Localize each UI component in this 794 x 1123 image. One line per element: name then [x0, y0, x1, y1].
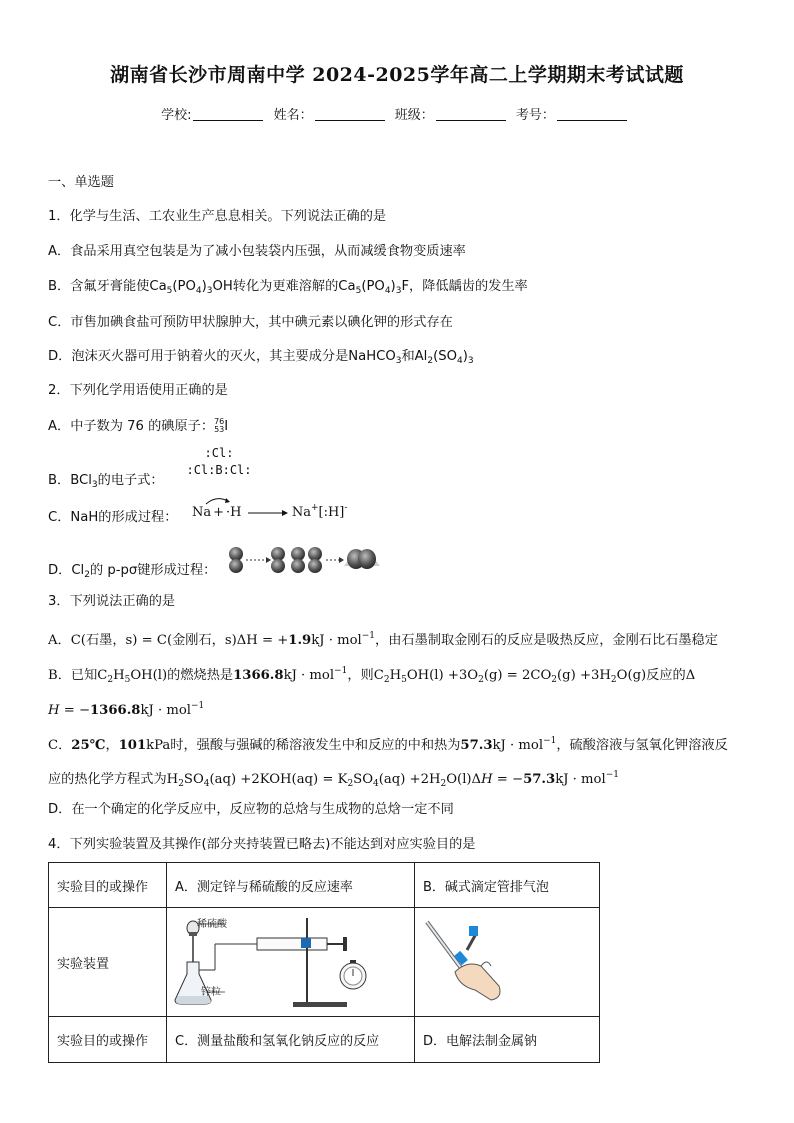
field-id-label: 考号： — [515, 108, 555, 123]
q3-option-c-line2: 应的热化学方程式为$H_2SO_4(aq) +2KOH(aq) = K_2SO_4(aq) +2H_2O(l)\Delta H = -57.3kJ \cdot mol^{-1}$ — [48, 770, 619, 789]
table-cell-header: 实验目的或操作 — [49, 863, 167, 908]
table-cell-option-d: D．电解法制金属钠 — [415, 1017, 600, 1063]
q2-stem: 2．下列化学用语使用正确的是 — [48, 383, 228, 398]
field-school-blank[interactable] — [193, 108, 263, 121]
bcl3-lewis-structure: :Cl: :Cl:B:Cl: — [186, 446, 252, 477]
experiment-table — [48, 862, 600, 1063]
section-heading: 一、单选题 — [48, 175, 114, 190]
q1-option-b: B．含氟牙膏能使$Ca_5(PO_4)_3OH$转化为更难溶解的$Ca_5(PO_4)_3F$，降低龋齿的发生率 — [48, 279, 528, 296]
p-p-sigma-bond-orbital-diagram — [226, 546, 382, 574]
student-info — [0, 104, 794, 123]
field-id-blank[interactable] — [557, 108, 627, 121]
q3-option-b-line2: H = −1366.8kJ · mol$^{-1}$ — [48, 701, 205, 718]
table-cell-option-b: B．碱式滴定管排气泡 — [415, 863, 600, 908]
table-row — [49, 863, 600, 908]
q2-option-b: B．BCl$_3$的电子式： — [48, 473, 164, 490]
table-cell-option-a: A．测定锌与稀硫酸的反应速率 — [167, 863, 415, 908]
table-cell-apparatus-b — [415, 908, 600, 1017]
field-class-blank[interactable] — [436, 108, 506, 121]
table-row — [49, 1017, 600, 1063]
exam-title: 湖南省长沙市周南中学 2024-2025学年高二上学期期末考试试题 — [110, 64, 684, 86]
q1-option-a: A．食品采用真空包装是为了减小包装袋内压强，从而减缓食物变质速率 — [48, 244, 466, 259]
q1-option-c: C．市售加碘食盐可预防甲状腺肿大，其中碘元素以碘化钾的形式存在 — [48, 315, 453, 330]
nah-formation-scheme: Na + ·H Na+[:H]- — [192, 503, 347, 520]
label-zinc-granules: 锌粒 — [201, 987, 221, 998]
q2-option-d: D．$Cl_2$的 p-pσ键形成过程： — [48, 563, 217, 580]
field-class-label: 班级： — [394, 108, 434, 123]
q3-option-d: D．在一个确定的化学反应中，反应物的总焓与生成物的总焓一定不同 — [48, 802, 454, 817]
q1-stem: 1．化学与生活、工农业生产息息相关。下列说法正确的是 — [48, 209, 387, 224]
q3-stem: 3．下列说法正确的是 — [48, 594, 176, 609]
zinc-acid-rate-apparatus-illustration — [167, 908, 414, 1012]
table-cell-apparatus-a — [167, 908, 415, 1017]
q2-option-c: C．NaH的形成过程： — [48, 510, 178, 525]
electron-transfer-arrow-icon — [204, 495, 234, 505]
field-name-label: 姓名： — [273, 108, 313, 123]
q1-option-d: D．泡沫灭火器可用于钠着火的灭火，其主要成分是NaHCO$_3$和$Al_2(SO_4)_3$ — [48, 349, 474, 366]
table-cell-option-c: C．测量盐酸和氢氧化钠反应的反应 — [167, 1017, 415, 1063]
q4-stem: 4．下列实验装置及其操作(部分夹持装置已略去)不能达到对应实验目的是 — [48, 837, 476, 852]
q3-option-a: A．C(石墨，s) = C(金刚石，s)ΔH = +1.9kJ · mol$^{-1}$，由石墨制取金刚石的反应是吸热反应，金刚石比石墨稳定 — [48, 631, 718, 648]
table-cell-apparatus-label: 实验装置 — [49, 908, 167, 1017]
q3-option-b-line1: B．已知$C_2H_5OH(l)$的燃烧热是1366.8kJ · mol$^{-1}$，则$C_2H_5OH(l) +3O_2(g) = 2CO_2(g) +3H_2O(g)$反应的Δ — [48, 666, 696, 685]
q2-option-a: A．中子数为 76 的碘原子：76 53I — [48, 417, 229, 434]
field-school-label: 学校: — [161, 108, 192, 123]
field-name-blank[interactable] — [315, 108, 385, 121]
reaction-arrow-icon — [246, 508, 288, 518]
label-dilute-acid: 稀硫酸 — [197, 919, 227, 930]
burette-bubble-removal-illustration — [415, 908, 599, 1012]
table-cell-header: 实验目的或操作 — [49, 1017, 167, 1063]
table-row — [49, 908, 600, 1017]
q3-option-c-line1: C．25℃，101kPa时，强酸与强碱的稀溶液发生中和反应的中和热为57.3kJ · mol$^{-1}$，硫酸溶液与氢氧化钾溶液反 — [48, 736, 728, 753]
